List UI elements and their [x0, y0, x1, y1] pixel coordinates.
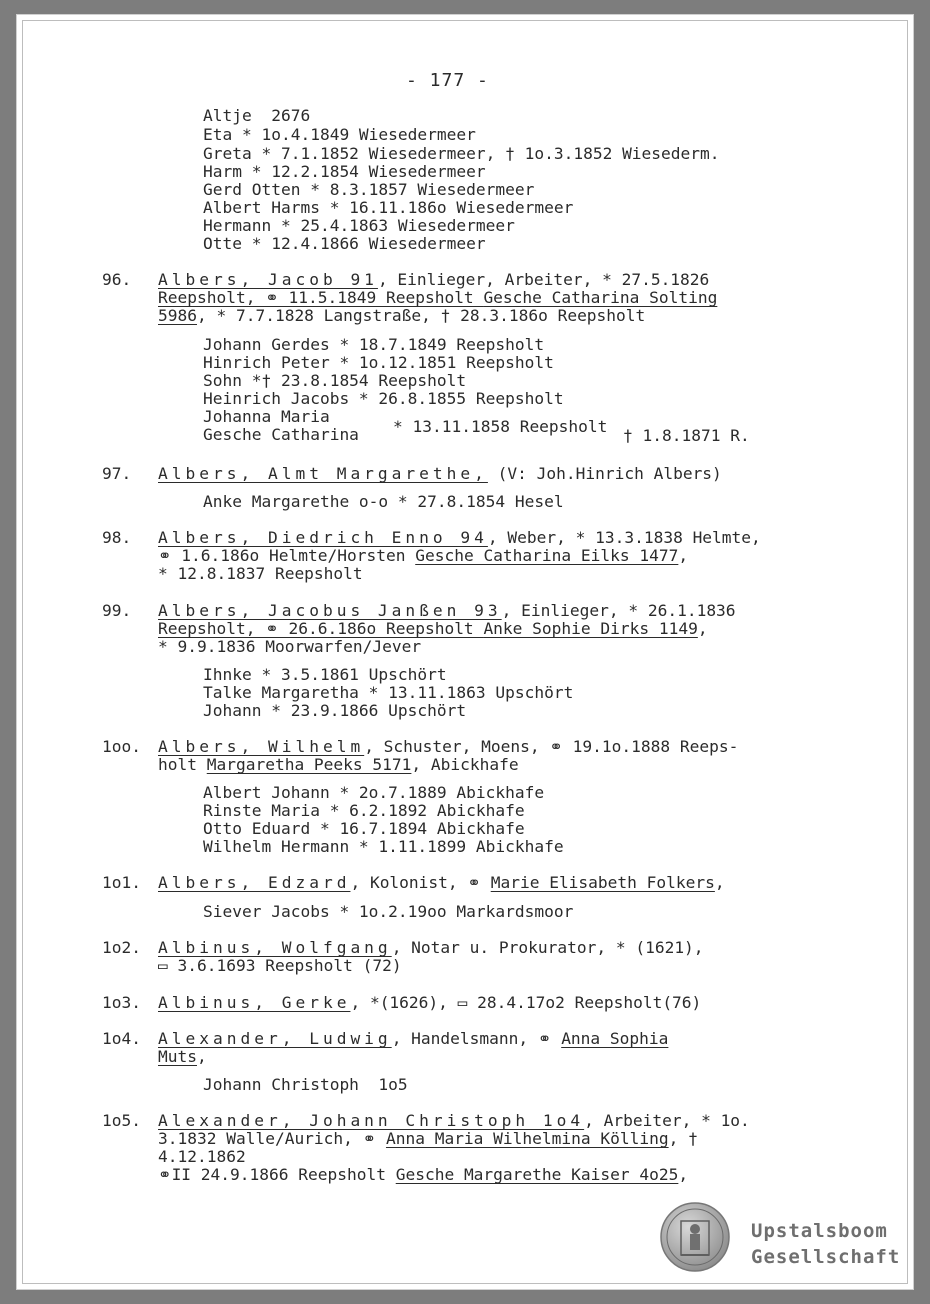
spouse-name: Gesche Catharina Eilks 1477 [415, 546, 679, 565]
entry-name: Albinus, Wolfgang [158, 938, 392, 957]
child-line: Hinrich Peter * 1o.12.1851 Reepsholt [203, 353, 554, 372]
entry-number: 1o2. [102, 938, 141, 957]
child-line: Heinrich Jacobs * 26.8.1855 Reepsholt [203, 389, 564, 408]
entry-line [158, 1166, 688, 1184]
entry-number: 1o3. [102, 993, 141, 1012]
entry-line [158, 1112, 750, 1130]
entry-text: , [714, 873, 725, 892]
entry-text: ⚭II 24.9.1866 Reepsholt [158, 1165, 396, 1184]
child-line: Johanna Maria [203, 407, 330, 426]
entry-number: 1o1. [102, 873, 141, 892]
spouse-name: Anke Sophie Dirks 1149 [483, 619, 698, 638]
entry-number: 98. [102, 528, 132, 547]
entry-line [158, 1130, 698, 1148]
entry-text: Reepsholt, ⚭ 26.6.186o Reepsholt [158, 619, 484, 638]
brand-line1: Upstalsboom [751, 1220, 888, 1242]
child-line: Otte * 12.4.1866 Wiesedermeer [203, 234, 486, 253]
entry-line [158, 994, 701, 1012]
entry-line: * 9.9.1836 Moorwarfen/Jever [158, 637, 422, 656]
entry-text: Reepsholt, ⚭ 11.5.1849 Reepsholt [158, 288, 484, 307]
entry-text: , Notar u. Prokurator, * (1621), [391, 938, 704, 957]
spouse-name: Margaretha Peeks 5171 [206, 755, 412, 774]
entry-number: 97. [102, 464, 132, 483]
entry-text: , Arbeiter, * 1o. [584, 1111, 750, 1130]
spouse-name: Muts [158, 1047, 197, 1066]
entry-line [158, 874, 725, 892]
brand-line2: Gesellschaft [751, 1246, 901, 1268]
child-line: Altje 2676 [203, 106, 311, 125]
child-line: Siever Jacobs * 1o.2.19oo Markardsmoor [203, 902, 574, 921]
child-line: † 1.8.1871 R. [623, 426, 750, 445]
child-line: Ihnke * 3.5.1861 Upschört [203, 665, 447, 684]
entry-text: , † [668, 1129, 698, 1148]
entry-name: Albinus, Gerke [158, 993, 351, 1012]
brand-watermark [751, 1218, 900, 1270]
page-number: - 177 - [406, 70, 489, 91]
child-line: Johann Gerdes * 18.7.1849 Reepsholt [203, 335, 545, 354]
entry-number: 96. [102, 270, 132, 289]
spouse-name: Marie Elisabeth Folkers [490, 873, 715, 892]
seal-icon [659, 1201, 731, 1273]
child-line: Johann Christoph 1o5 [203, 1075, 408, 1094]
entry-line: 4.12.1862 [158, 1147, 246, 1166]
child-line: * 13.11.1858 Reepsholt [393, 417, 608, 436]
child-line: Anke Margarethe o-o * 27.8.1854 Hesel [203, 492, 564, 511]
entry-text: , Abickhafe [411, 755, 519, 774]
entry-name: Alexander, Ludwig [158, 1029, 392, 1048]
entry-text: , [678, 1165, 689, 1184]
entry-name: Albers, Almt Margarethe, [158, 464, 488, 483]
child-line: Albert Harms * 16.11.186o Wiesedermeer [203, 198, 574, 217]
entry-text: (V: Joh.Hinrich Albers) [487, 464, 722, 483]
entry-line [158, 939, 704, 957]
entry-name: Alexander, Johann Christoph 1o4 [158, 1111, 585, 1130]
entry-number: 1oo. [102, 737, 141, 756]
entry-text: , [697, 619, 708, 638]
entry-text: , Einlieger, * 26.1.1836 [501, 601, 736, 620]
entry-text: , [678, 546, 689, 565]
entry-number: 1o5. [102, 1111, 141, 1130]
entry-name: Albers, Jacobus Janßen 93 [158, 601, 502, 620]
entry-line [158, 756, 519, 774]
entry-line: * 12.8.1837 Reepsholt [158, 564, 363, 583]
child-line: Wilhelm Hermann * 1.11.1899 Abickhafe [203, 837, 564, 856]
child-line: Gerd Otten * 8.3.1857 Wiesedermeer [203, 180, 535, 199]
spouse-ref: 5986 [158, 306, 197, 325]
entry-text: holt [158, 755, 207, 774]
child-line: Eta * 1o.4.1849 Wiesedermeer [203, 125, 476, 144]
child-line: Greta * 7.1.1852 Wiesedermeer, † 1o.3.1852 Wiesederm. [203, 144, 720, 163]
entry-text: , Einlieger, Arbeiter, * 27.5.1826 [377, 270, 710, 289]
entry-text: , Schuster, Moens, ⚭ 19.1o.1888 Reeps- [364, 737, 739, 756]
child-line: Gesche Catharina [203, 425, 359, 444]
entry-number: 99. [102, 601, 132, 620]
entry-line [158, 738, 738, 756]
child-line: Johann * 23.9.1866 Upschört [203, 701, 467, 720]
entry-number: 1o4. [102, 1029, 141, 1048]
entry-line [158, 547, 688, 565]
child-line: Albert Johann * 2o.7.1889 Abickhafe [203, 783, 545, 802]
entry-text: ⚭ 1.6.186o Helmte/Horsten [158, 546, 416, 565]
child-line: Otto Eduard * 16.7.1894 Abickhafe [203, 819, 525, 838]
entry-name: Albers, Edzard [158, 873, 351, 892]
entry-text: 3.1832 Walle/Aurich, ⚭ [158, 1129, 386, 1148]
entry-line [158, 529, 761, 547]
entry-text: , [196, 1047, 207, 1066]
entry-line [158, 465, 722, 483]
entry-line [158, 1030, 668, 1048]
entry-text: , * 7.7.1828 Langstraße, † 28.3.186o Reepsholt [196, 306, 646, 325]
child-line: Hermann * 25.4.1863 Wiesedermeer [203, 216, 515, 235]
entry-text: , Handelsmann, ⚭ [391, 1029, 562, 1048]
spouse-name: Anna Sophia [561, 1029, 669, 1048]
entry-text: , *(1626), ▭ 28.4.17o2 Reepsholt(76) [350, 993, 702, 1012]
child-line: Rinste Maria * 6.2.1892 Abickhafe [203, 801, 525, 820]
entry-name: Albers, Diedrich Enno 94 [158, 528, 488, 547]
entry-line [158, 307, 645, 325]
entry-text: , Kolonist, ⚭ [350, 873, 491, 892]
entry-line [158, 1048, 207, 1066]
entry-line [158, 271, 709, 289]
spouse-name: Gesche Margarethe Kaiser 4o25 [395, 1165, 679, 1184]
document-page [16, 14, 914, 1290]
entry-line [158, 602, 736, 620]
child-line: Harm * 12.2.1854 Wiesedermeer [203, 162, 486, 181]
entry-text: , Weber, * 13.3.1838 Helmte, [487, 528, 761, 547]
spouse-name: Anna Maria Wilhelmina Kölling [385, 1129, 669, 1148]
entry-line: ▭ 3.6.1693 Reepsholt (72) [158, 956, 402, 975]
entry-name: Albers, Jacob 91 [158, 270, 378, 289]
entry-name: Albers, Wilhelm [158, 737, 365, 756]
entry-line [158, 620, 708, 638]
entry-line [158, 289, 717, 307]
spouse-name: Gesche Catharina Solting [483, 288, 718, 307]
child-line: Sohn *† 23.8.1854 Reepsholt [203, 371, 467, 390]
child-line: Talke Margaretha * 13.11.1863 Upschört [203, 683, 574, 702]
